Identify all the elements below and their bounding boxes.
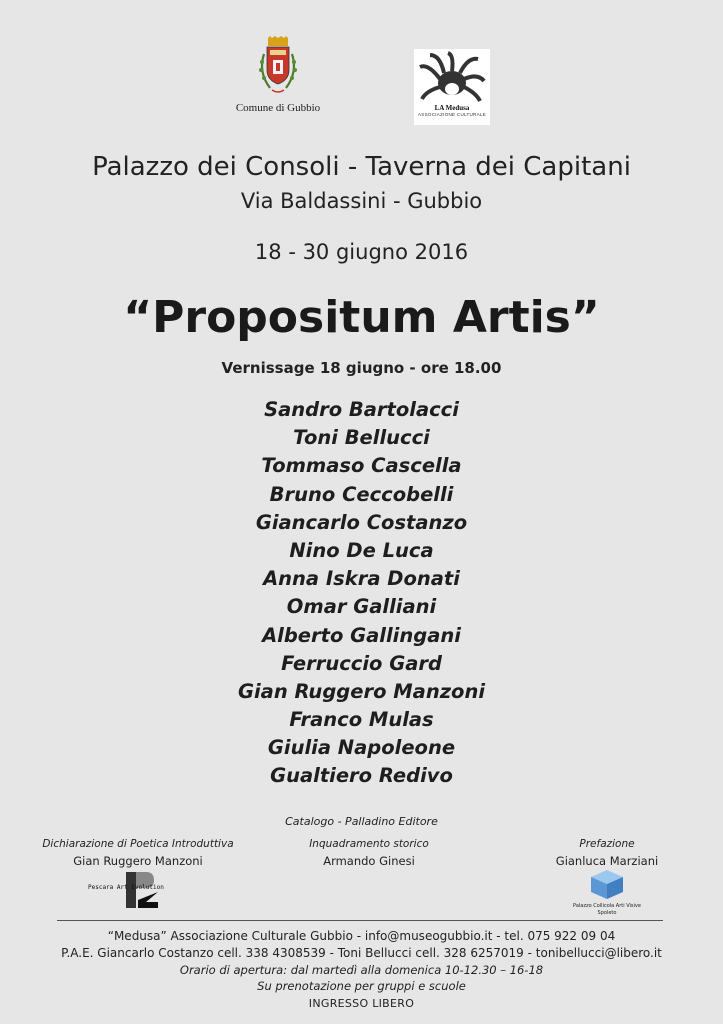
artist-name: Anna Iskra Donati bbox=[263, 567, 460, 591]
gubbio-caption: Comune di Gubbio bbox=[235, 102, 321, 114]
artist-name: Franco Mulas bbox=[289, 708, 434, 732]
medusa-subtitle: ASSOCIAZIONE CULTURALE bbox=[417, 112, 487, 117]
credit-preface bbox=[497, 838, 717, 868]
pccav-line2: Spoleto bbox=[597, 910, 617, 916]
credit-role: Dichiarazione di Poetica Introduttiva bbox=[42, 838, 234, 850]
booking-info: Su prenotazione per gruppi e scuole bbox=[257, 979, 466, 993]
vernissage-info: Vernissage 18 giugno - ore 18.00 bbox=[221, 359, 502, 377]
artist-name: Giulia Napoleone bbox=[267, 736, 456, 760]
exhibition-dates: 18 - 30 giugno 2016 bbox=[254, 240, 469, 264]
artist-name: Tommaso Cascella bbox=[261, 454, 462, 478]
catalog-info: Catalogo - Palladino Editore bbox=[285, 815, 438, 828]
artist-name: Nino De Luca bbox=[289, 538, 434, 562]
contact-medusa: “Medusa” Associazione Culturale Gubbio - info@museogubbio.it - tel. 075 922 09 04 bbox=[107, 929, 616, 943]
free-entry: INGRESSO LIBERO bbox=[308, 997, 415, 1010]
artist-name: Bruno Ceccobelli bbox=[269, 482, 454, 506]
artist-name: Sandro Bartolacci bbox=[264, 398, 459, 421]
medusa-name: LA Medusa bbox=[434, 104, 470, 112]
pccav-line1: Palazzo Collicola Arti Visive bbox=[573, 903, 641, 909]
artist-name: Gualtiero Redivo bbox=[270, 764, 453, 788]
credit-person: Gianluca Marziani bbox=[555, 854, 659, 868]
pescara-art-evolution-logo bbox=[88, 872, 208, 910]
credit-introduction bbox=[28, 838, 248, 868]
pae-mark-icon bbox=[124, 872, 164, 910]
comune-di-gubbio-logo bbox=[228, 36, 328, 114]
artist-name: Ferruccio Gard bbox=[281, 651, 442, 675]
gubbio-coat-of-arms-icon bbox=[256, 36, 300, 98]
artist-name: Alberto Gallingani bbox=[262, 623, 461, 647]
medusa-icon bbox=[414, 49, 490, 105]
palazzo-collicola-logo bbox=[562, 868, 652, 918]
credit-person: Gian Ruggero Manzoni bbox=[73, 854, 203, 868]
artist-name: Gian Ruggero Manzoni bbox=[237, 679, 486, 703]
artist-list bbox=[0, 396, 723, 791]
contact-pae: P.A.E. Giancarlo Costanzo cell. 338 4308539 - Toni Bellucci cell. 328 6257019 - tonibellucci@libero.it bbox=[61, 946, 662, 960]
la-medusa-logo bbox=[414, 49, 490, 125]
artist-name: Giancarlo Costanzo bbox=[255, 510, 468, 534]
exhibition-title: “Propositum Artis” bbox=[123, 292, 600, 343]
footer-divider bbox=[57, 920, 663, 921]
credit-role: Prefazione bbox=[579, 838, 635, 850]
credit-person: Armando Ginesi bbox=[323, 854, 415, 868]
artist-name: Omar Galliani bbox=[286, 595, 437, 619]
credit-role: Inquadramento storico bbox=[309, 838, 429, 850]
venue-address: Via Baldassini - Gubbio bbox=[240, 189, 483, 213]
opening-hours: Orario di apertura: dal martedì alla domenica 10-12.30 – 16-18 bbox=[179, 963, 544, 977]
cube-icon bbox=[589, 868, 625, 900]
venue-title: Palazzo dei Consoli - Taverna dei Capitani bbox=[92, 152, 631, 182]
pae-logo-text: Pescara Art Evolution bbox=[88, 884, 164, 891]
artist-name: Toni Bellucci bbox=[293, 426, 430, 450]
credit-historical bbox=[259, 838, 479, 868]
